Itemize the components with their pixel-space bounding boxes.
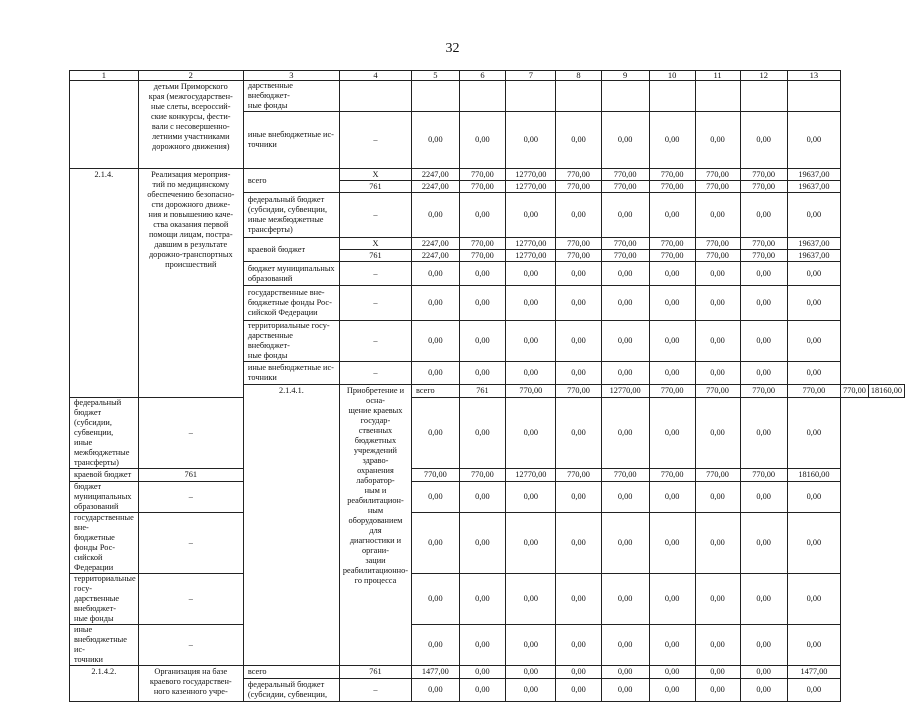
funding-source-cell: территориальные госу- дарственные внебюджет- ные фонды: [70, 574, 139, 625]
amount-cell: 0,00: [412, 193, 460, 238]
column-number-cell: 8: [556, 71, 601, 81]
table-row: [70, 482, 905, 513]
amount-cell: 0,00: [649, 193, 695, 238]
amount-cell: 0,00: [695, 321, 740, 362]
amount-cell: 770,00: [695, 250, 740, 262]
amount-cell: 0,00: [601, 321, 649, 362]
amount-cell: 0,00: [740, 625, 787, 666]
amount-cell: 0,00: [506, 398, 556, 469]
amount-cell: 0,00: [787, 398, 840, 469]
grbs-code-cell: –: [138, 574, 243, 625]
column-number-cell: 7: [506, 71, 556, 81]
amount-cell: 0,00: [459, 112, 506, 169]
grbs-code-cell: –: [339, 112, 411, 169]
amount-cell: 0,00: [695, 666, 740, 679]
amount-cell: 0,00: [506, 321, 556, 362]
amount-cell: 0,00: [506, 679, 556, 702]
amount-cell: 770,00: [601, 469, 649, 482]
amount-cell: 770,00: [740, 238, 787, 250]
amount-cell: 770,00: [695, 385, 740, 398]
amount-cell: 770,00: [556, 469, 601, 482]
amount-cell: 0,00: [459, 286, 506, 321]
amount-cell: [459, 81, 506, 112]
amount-cell: 770,00: [556, 238, 601, 250]
amount-cell: 0,00: [649, 513, 695, 574]
funding-source-cell: территориальные госу- дарственные внебюджет- ные фонды: [243, 321, 339, 362]
amount-cell: 0,00: [649, 679, 695, 702]
amount-cell: 0,00: [601, 286, 649, 321]
amount-cell: 0,00: [412, 625, 460, 666]
funding-source-cell: государственные вне- бюджетные фонды Рос- сийской Федерации: [243, 286, 339, 321]
amount-cell: 12770,00: [506, 169, 556, 181]
amount-cell: 770,00: [740, 469, 787, 482]
amount-cell: 0,00: [740, 398, 787, 469]
amount-cell: 0,00: [695, 193, 740, 238]
grbs-code-cell: –: [138, 398, 243, 469]
amount-cell: 0,00: [740, 112, 787, 169]
amount-cell: 770,00: [740, 250, 787, 262]
amount-cell: 0,00: [459, 625, 506, 666]
amount-cell: 770,00: [459, 238, 506, 250]
grbs-code-cell: 761: [459, 385, 506, 398]
amount-cell: 18160,00: [787, 469, 840, 482]
amount-cell: 770,00: [740, 385, 787, 398]
amount-cell: 12770,00: [506, 250, 556, 262]
amount-cell: 0,00: [695, 625, 740, 666]
table-row: [70, 81, 905, 112]
amount-cell: 770,00: [556, 385, 601, 398]
amount-cell: 0,00: [649, 574, 695, 625]
amount-cell: 0,00: [695, 482, 740, 513]
amount-cell: 770,00: [556, 169, 601, 181]
amount-cell: 770,00: [412, 469, 460, 482]
amount-cell: 2247,00: [412, 238, 460, 250]
amount-cell: 0,00: [412, 286, 460, 321]
column-number-cell: 12: [740, 71, 787, 81]
amount-cell: 12770,00: [506, 238, 556, 250]
amount-cell: 770,00: [506, 385, 556, 398]
amount-cell: [695, 81, 740, 112]
amount-cell: 0,00: [506, 286, 556, 321]
amount-cell: [649, 81, 695, 112]
grbs-code-cell: –: [138, 482, 243, 513]
amount-cell: 770,00: [459, 169, 506, 181]
amount-cell: 19637,00: [787, 181, 840, 193]
amount-cell: 0,00: [506, 482, 556, 513]
amount-cell: 770,00: [649, 181, 695, 193]
amount-cell: 0,00: [412, 482, 460, 513]
funding-source-cell: бюджет муниципальных образований: [70, 482, 139, 513]
amount-cell: 0,00: [601, 262, 649, 286]
amount-cell: 0,00: [787, 286, 840, 321]
amount-cell: 770,00: [649, 250, 695, 262]
amount-cell: 19637,00: [787, 169, 840, 181]
amount-cell: 0,00: [601, 679, 649, 702]
amount-cell: 12770,00: [506, 469, 556, 482]
amount-cell: 0,00: [649, 482, 695, 513]
amount-cell: 0,00: [695, 262, 740, 286]
grbs-code-cell: [339, 81, 411, 112]
grbs-code-cell: 761: [339, 250, 411, 262]
amount-cell: 2247,00: [412, 181, 460, 193]
grbs-code-cell: –: [339, 679, 411, 702]
amount-cell: 770,00: [841, 385, 869, 398]
amount-cell: 0,00: [787, 362, 840, 385]
column-number-cell: 11: [695, 71, 740, 81]
grbs-code-cell: –: [339, 321, 411, 362]
funding-source-cell: краевой бюджет: [243, 238, 339, 262]
amount-cell: 0,00: [412, 112, 460, 169]
amount-cell: [412, 81, 460, 112]
amount-cell: 770,00: [649, 169, 695, 181]
amount-cell: 0,00: [459, 679, 506, 702]
amount-cell: 0,00: [740, 262, 787, 286]
amount-cell: 0,00: [506, 574, 556, 625]
grbs-code-cell: 761: [339, 666, 411, 679]
amount-cell: 0,00: [556, 625, 601, 666]
amount-cell: 0,00: [556, 362, 601, 385]
amount-cell: 0,00: [506, 112, 556, 169]
grbs-code-cell: –: [339, 262, 411, 286]
amount-cell: 0,00: [740, 286, 787, 321]
amount-cell: 0,00: [601, 362, 649, 385]
measure-code-cell: 2.1.4.2.: [70, 666, 139, 702]
amount-cell: 12770,00: [601, 385, 649, 398]
measure-code-cell: 2.1.4.: [70, 169, 139, 398]
amount-cell: 0,00: [601, 112, 649, 169]
amount-cell: 0,00: [695, 398, 740, 469]
funding-source-cell: иные внебюджетные ис- точники: [243, 362, 339, 385]
amount-cell: 2247,00: [412, 169, 460, 181]
amount-cell: 2247,00: [412, 250, 460, 262]
amount-cell: 0,00: [459, 362, 506, 385]
grbs-code-cell: 761: [138, 469, 243, 482]
column-number-cell: 2: [138, 71, 243, 81]
amount-cell: 0,00: [601, 482, 649, 513]
amount-cell: 0,00: [787, 513, 840, 574]
measure-code-cell: 2.1.4.1.: [243, 385, 339, 666]
amount-cell: 0,00: [601, 513, 649, 574]
amount-cell: 0,00: [601, 193, 649, 238]
amount-cell: 19637,00: [787, 250, 840, 262]
amount-cell: 0,00: [649, 112, 695, 169]
funding-source-cell: бюджет муниципальных образований: [243, 262, 339, 286]
amount-cell: 0,00: [601, 574, 649, 625]
funding-source-cell: всего: [412, 385, 460, 398]
measure-name-cell: Организация на базе краевого государствен- ного казенного учре-: [138, 666, 243, 702]
amount-cell: 770,00: [649, 385, 695, 398]
amount-cell: 0,00: [459, 666, 506, 679]
amount-cell: 770,00: [695, 181, 740, 193]
amount-cell: 0,00: [649, 262, 695, 286]
amount-cell: 0,00: [459, 482, 506, 513]
amount-cell: [740, 81, 787, 112]
amount-cell: 0,00: [695, 362, 740, 385]
amount-cell: 770,00: [695, 169, 740, 181]
amount-cell: 0,00: [459, 574, 506, 625]
table-row: [70, 169, 905, 181]
funding-source-cell: дарственные внебюджет- ные фонды: [243, 81, 339, 112]
amount-cell: 0,00: [459, 321, 506, 362]
amount-cell: 0,00: [412, 321, 460, 362]
amount-cell: 770,00: [649, 238, 695, 250]
funding-source-cell: федеральный бюджет (субсидии, субвенции,: [243, 679, 339, 702]
amount-cell: 0,00: [649, 398, 695, 469]
amount-cell: 0,00: [459, 513, 506, 574]
amount-cell: 770,00: [695, 469, 740, 482]
table-row: [70, 625, 905, 666]
amount-cell: 0,00: [412, 574, 460, 625]
header-row: [70, 71, 905, 81]
amount-cell: 12770,00: [506, 181, 556, 193]
amount-cell: 770,00: [740, 169, 787, 181]
amount-cell: 0,00: [506, 362, 556, 385]
grbs-code-cell: 761: [339, 181, 411, 193]
grbs-code-cell: –: [339, 362, 411, 385]
amount-cell: 0,00: [506, 513, 556, 574]
measure-name-cell: Реализация мероприя- тий по медицинскому обеспечению безопасно- сти дорожного движе- ния и повышению каче- ства оказания первой помощи лицам, постра- давшим в результате дорожно-транспортных происшествий: [138, 169, 243, 398]
amount-cell: 770,00: [601, 250, 649, 262]
amount-cell: 0,00: [601, 625, 649, 666]
amount-cell: 0,00: [412, 679, 460, 702]
amount-cell: 0,00: [649, 321, 695, 362]
table-row: [70, 513, 905, 574]
amount-cell: 0,00: [787, 321, 840, 362]
amount-cell: 0,00: [649, 362, 695, 385]
measure-code-cell: [70, 81, 139, 169]
column-number-cell: 6: [459, 71, 506, 81]
amount-cell: 0,00: [740, 482, 787, 513]
amount-cell: 0,00: [695, 574, 740, 625]
amount-cell: [601, 81, 649, 112]
amount-cell: 0,00: [695, 679, 740, 702]
amount-cell: 770,00: [740, 181, 787, 193]
funding-source-cell: иные внебюджетные ис- точники: [70, 625, 139, 666]
amount-cell: 1477,00: [787, 666, 840, 679]
grbs-code-cell: –: [339, 286, 411, 321]
grbs-code-cell: X: [339, 169, 411, 181]
amount-cell: 770,00: [601, 181, 649, 193]
amount-cell: 0,00: [412, 398, 460, 469]
amount-cell: 0,00: [556, 321, 601, 362]
amount-cell: 770,00: [459, 250, 506, 262]
amount-cell: 0,00: [787, 625, 840, 666]
amount-cell: 0,00: [601, 398, 649, 469]
amount-cell: 0,00: [412, 513, 460, 574]
amount-cell: 0,00: [740, 513, 787, 574]
amount-cell: 0,00: [412, 362, 460, 385]
column-number-cell: 3: [243, 71, 339, 81]
column-number-cell: 9: [601, 71, 649, 81]
amount-cell: 0,00: [649, 666, 695, 679]
amount-cell: 0,00: [412, 262, 460, 286]
amount-cell: 0,00: [787, 262, 840, 286]
amount-cell: 18160,00: [868, 385, 904, 398]
amount-cell: 0,00: [506, 193, 556, 238]
funding-source-cell: всего: [243, 169, 339, 193]
amount-cell: 770,00: [459, 181, 506, 193]
amount-cell: 0,00: [556, 513, 601, 574]
amount-cell: 0,00: [649, 625, 695, 666]
grbs-code-cell: –: [138, 625, 243, 666]
amount-cell: 0,00: [556, 482, 601, 513]
grbs-code-cell: –: [339, 193, 411, 238]
amount-cell: 0,00: [556, 398, 601, 469]
column-number-cell: 10: [649, 71, 695, 81]
column-number-cell: 1: [70, 71, 139, 81]
amount-cell: 0,00: [459, 398, 506, 469]
amount-cell: 19637,00: [787, 238, 840, 250]
amount-cell: 0,00: [556, 679, 601, 702]
funding-source-cell: федеральный бюджет (субсидии, субвенции, иные межбюджетные трансферты): [70, 398, 139, 469]
amount-cell: 0,00: [695, 112, 740, 169]
funding-source-cell: всего: [243, 666, 339, 679]
amount-cell: 770,00: [459, 469, 506, 482]
table-row: [70, 398, 905, 469]
amount-cell: 0,00: [556, 193, 601, 238]
amount-cell: [506, 81, 556, 112]
amount-cell: 0,00: [695, 286, 740, 321]
column-number-cell: 5: [412, 71, 460, 81]
amount-cell: 0,00: [459, 262, 506, 286]
amount-cell: 0,00: [787, 482, 840, 513]
amount-cell: 770,00: [556, 250, 601, 262]
grbs-code-cell: X: [339, 238, 411, 250]
table-row: [70, 574, 905, 625]
measure-name-cell: Приобретение и осна- щение краевых государ- ственных бюджетных учреждений здраво- охранения лаборатор- ным и реабилитацион- ным оборудованием для диагностики и органи- зации реабилитационно- го процесса: [339, 385, 411, 666]
amount-cell: 0,00: [506, 625, 556, 666]
amount-cell: 0,00: [740, 193, 787, 238]
amount-cell: 0,00: [459, 193, 506, 238]
amount-cell: 770,00: [695, 238, 740, 250]
table-row: [70, 469, 905, 482]
amount-cell: 0,00: [695, 513, 740, 574]
amount-cell: 0,00: [506, 262, 556, 286]
funding-source-cell: государственные вне- бюджетные фонды Рос- сийской Федерации: [70, 513, 139, 574]
budget-table: [69, 70, 905, 702]
column-number-cell: 13: [787, 71, 840, 81]
amount-cell: 0,00: [740, 666, 787, 679]
amount-cell: 770,00: [787, 385, 840, 398]
amount-cell: 0,00: [649, 286, 695, 321]
amount-cell: 770,00: [556, 181, 601, 193]
amount-cell: 0,00: [787, 193, 840, 238]
amount-cell: 0,00: [787, 574, 840, 625]
amount-cell: 0,00: [740, 362, 787, 385]
amount-cell: 0,00: [740, 679, 787, 702]
amount-cell: 0,00: [740, 321, 787, 362]
amount-cell: 0,00: [556, 286, 601, 321]
column-number-cell: 4: [339, 71, 411, 81]
amount-cell: 0,00: [556, 666, 601, 679]
amount-cell: 0,00: [787, 112, 840, 169]
amount-cell: 0,00: [601, 666, 649, 679]
amount-cell: [556, 81, 601, 112]
table-row: [70, 666, 905, 679]
amount-cell: 770,00: [601, 238, 649, 250]
amount-cell: 0,00: [556, 112, 601, 169]
amount-cell: 0,00: [556, 262, 601, 286]
measure-name-cell: детьми Приморского края (межгосударствен- ные слеты, всероссий- ские конкурсы, фести- вали с несовершенно- летними участниками дорожного движения): [138, 81, 243, 169]
amount-cell: [787, 81, 840, 112]
amount-cell: 770,00: [601, 169, 649, 181]
amount-cell: 0,00: [556, 574, 601, 625]
amount-cell: 1477,00: [412, 666, 460, 679]
amount-cell: 0,00: [787, 679, 840, 702]
funding-source-cell: краевой бюджет: [70, 469, 139, 482]
amount-cell: 770,00: [649, 469, 695, 482]
page-number: 32: [445, 41, 460, 56]
amount-cell: 0,00: [740, 574, 787, 625]
amount-cell: 0,00: [506, 666, 556, 679]
funding-source-cell: иные внебюджетные ис- точники: [243, 112, 339, 169]
grbs-code-cell: –: [138, 513, 243, 574]
funding-source-cell: федеральный бюджет (субсидии, субвенции, иные межбюджетные трансферты): [243, 193, 339, 238]
